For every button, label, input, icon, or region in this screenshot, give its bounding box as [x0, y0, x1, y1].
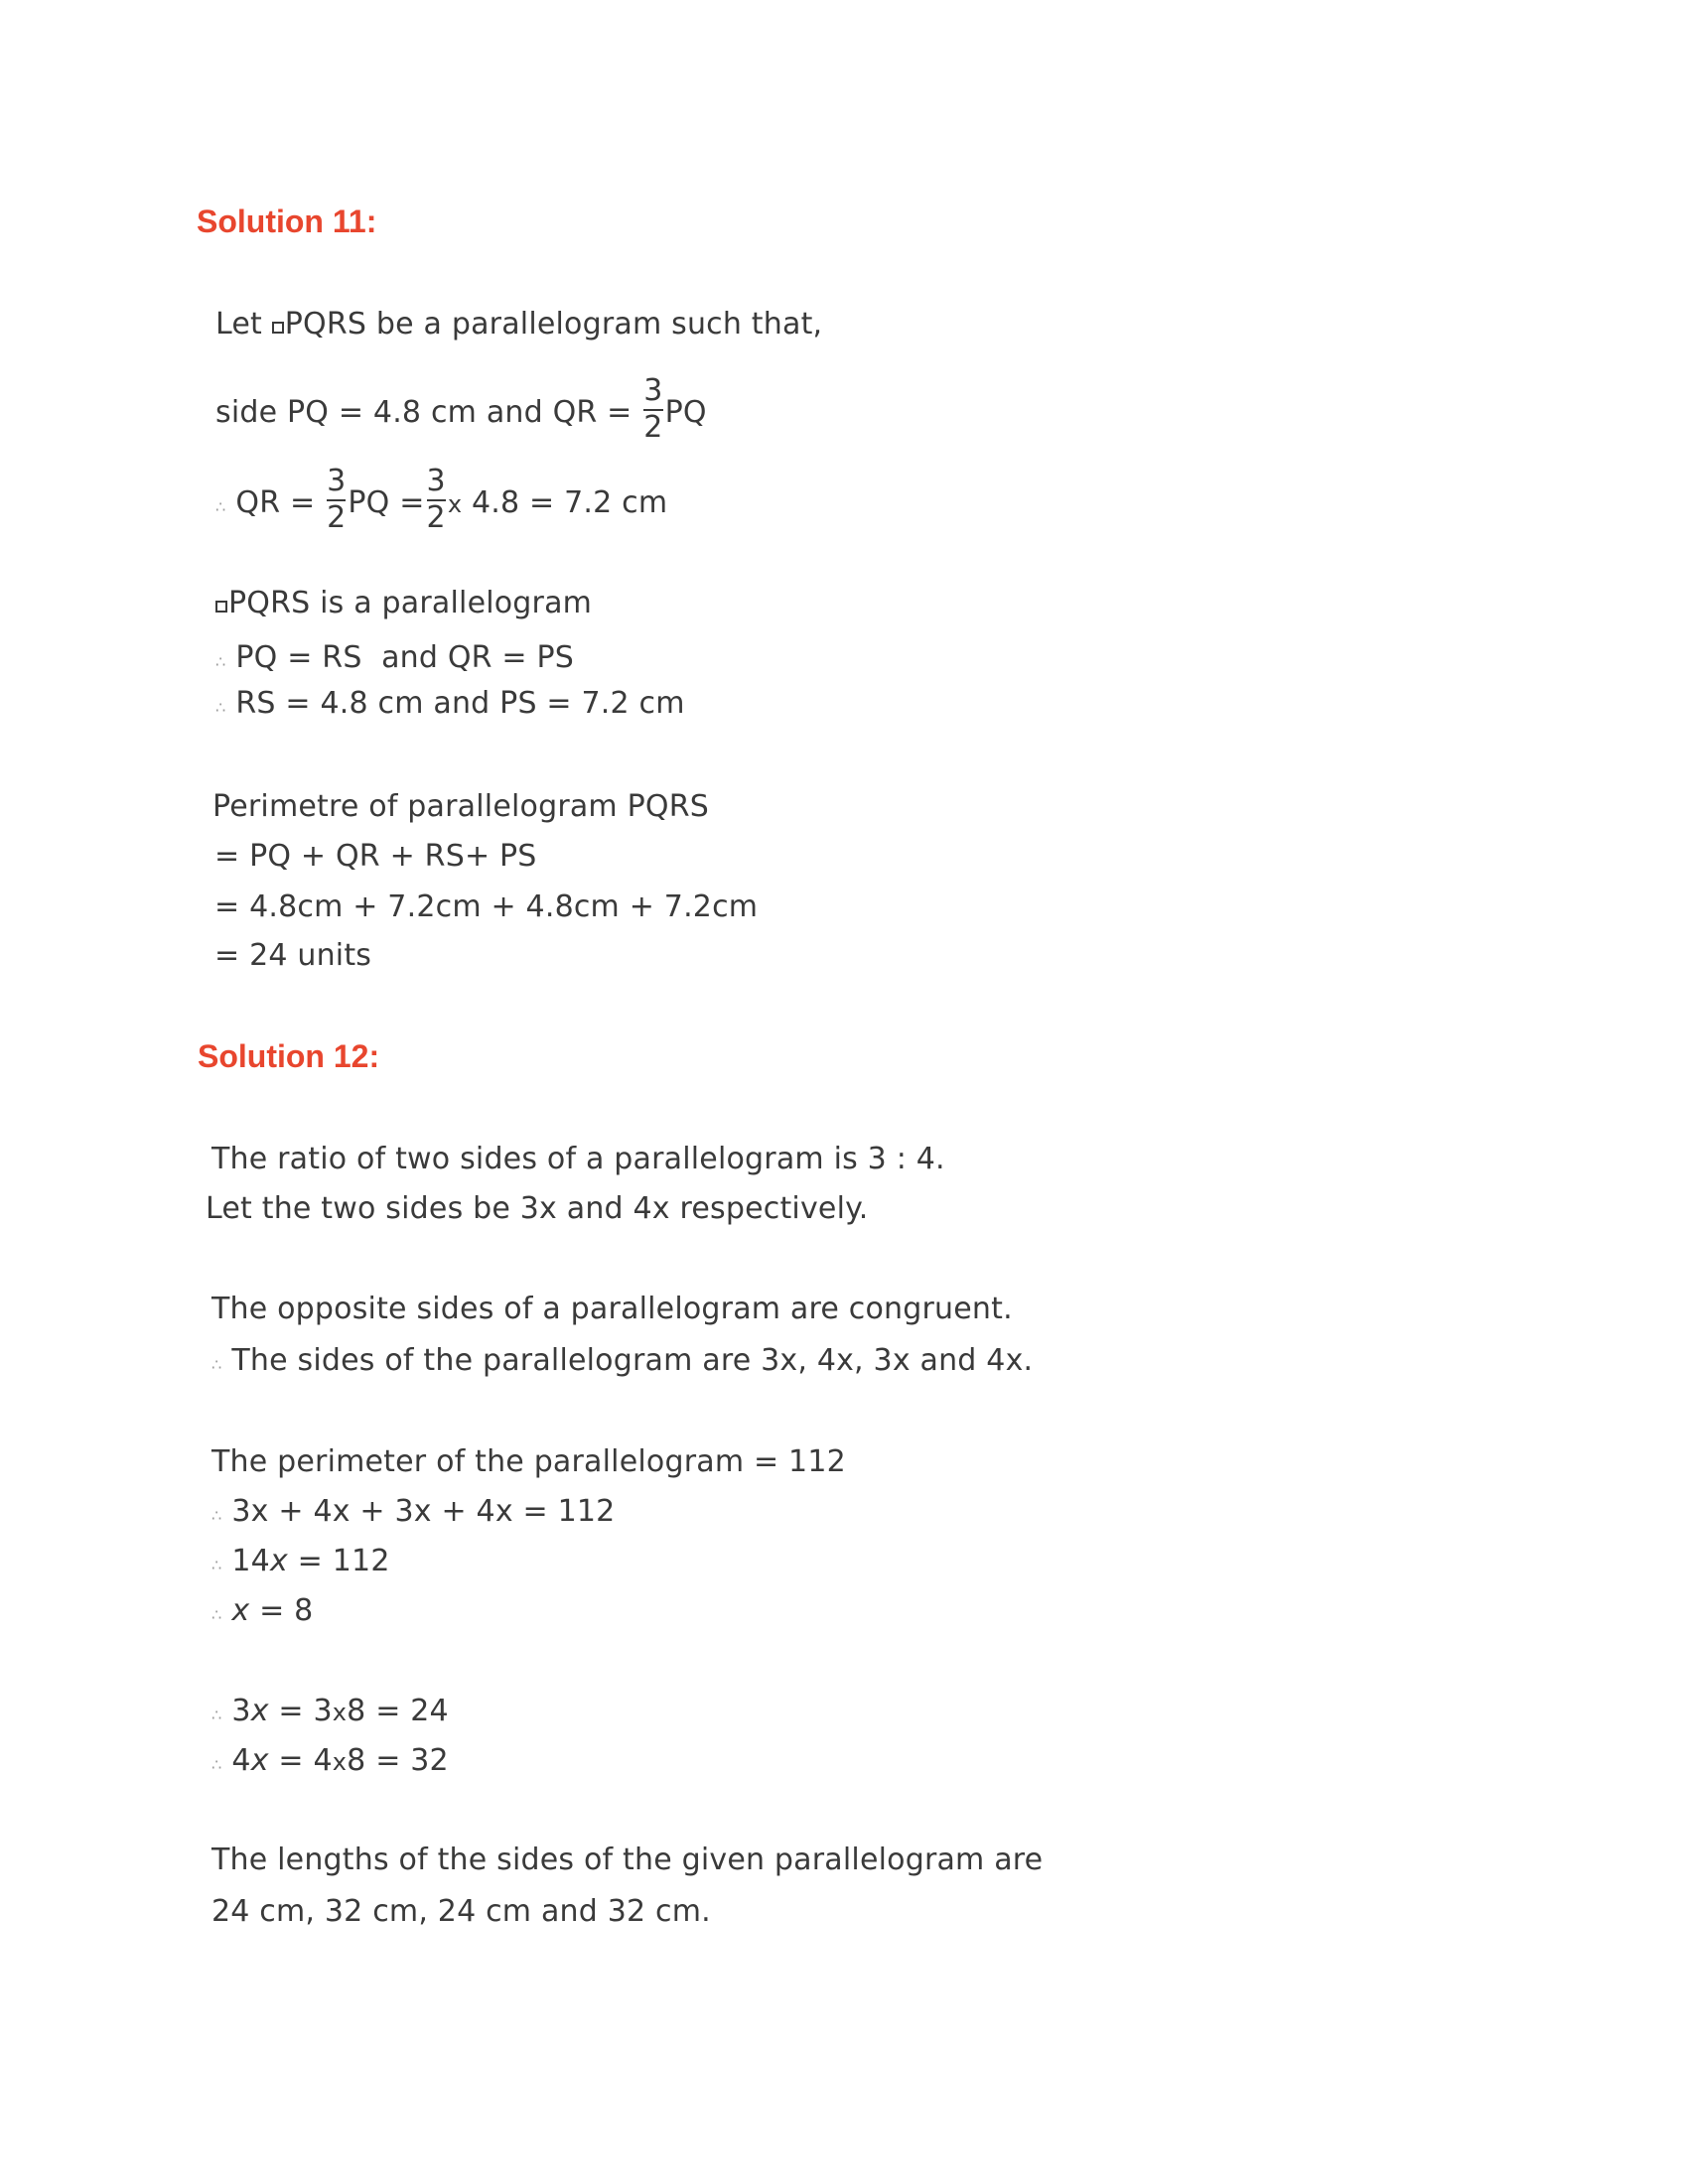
sol11-line-8: = PQ + QR + RS+ PS — [214, 839, 537, 874]
fraction-numerator: 3 — [327, 467, 346, 501]
sol12-line-2: Let the two sides be 3x and 4x respectively. — [206, 1191, 869, 1226]
solution-11-heading: Solution 11: — [197, 204, 377, 239]
variable-x: x — [250, 1743, 269, 1778]
therefore-icon: ∴ — [211, 1706, 222, 1724]
sol12-line-12: 24 cm, 32 cm, 24 cm and 32 cm. — [211, 1894, 711, 1929]
sol12-line-9 — [211, 1694, 449, 1728]
sol12-line-10 — [211, 1743, 449, 1778]
sol11-line-2-suffix: PQ — [664, 395, 707, 430]
therefore-icon: ∴ — [215, 497, 226, 516]
sol11-line-3-c: 4.8 = 7.2 cm — [472, 485, 668, 520]
multiply-sign: x — [447, 490, 463, 518]
sol12-line-10-a: 4 — [231, 1743, 251, 1778]
sol12-line-9-b: = 3 — [268, 1694, 333, 1728]
sol12-line-1: The ratio of two sides of a parallelogram is 3 : 4. — [211, 1142, 945, 1176]
sol11-line-1-text: PQRS be a parallelogram such that, — [284, 307, 823, 341]
sol12-line-9-a: 3 — [231, 1694, 251, 1728]
therefore-icon: ∴ — [211, 1556, 222, 1574]
sol11-line-3 — [215, 464, 668, 537]
sol12-line-5: The perimeter of the parallelogram = 112 — [211, 1444, 846, 1479]
parallelogram-symbol-icon — [215, 601, 227, 613]
sol11-line-5 — [215, 640, 575, 675]
therefore-icon: ∴ — [211, 1506, 222, 1525]
sol11-line-1-prefix: Let — [215, 307, 272, 341]
sol12-line-11: The lengths of the sides of the given parallelogram are — [211, 1843, 1044, 1877]
sol11-line-3-a: QR = — [235, 485, 326, 520]
therefore-icon: ∴ — [215, 652, 226, 671]
therefore-icon: ∴ — [211, 1755, 222, 1774]
fraction-three-halves — [426, 464, 446, 535]
variable-x: x — [231, 1593, 250, 1628]
multiply-sign: x — [332, 1748, 348, 1776]
multiply-sign: x — [332, 1699, 348, 1726]
sol12-line-10-b: = 4 — [268, 1743, 333, 1778]
sol12-line-9-c: 8 = 24 — [347, 1694, 449, 1728]
sol11-line-1 — [215, 307, 823, 341]
variable-x: x — [250, 1694, 269, 1728]
therefore-icon: ∴ — [215, 698, 226, 717]
sol12-line-7-a: 14 — [231, 1544, 270, 1578]
sol11-line-3-b: PQ = — [348, 485, 425, 520]
fraction-numerator: 3 — [427, 467, 446, 501]
fraction-denominator: 2 — [426, 500, 446, 535]
sol12-line-4 — [211, 1343, 1034, 1378]
fraction-three-halves — [327, 464, 347, 535]
sol12-line-4-text: The sides of the parallelogram are 3x, 4x, 3x and 4x. — [231, 1343, 1034, 1378]
sol12-line-6 — [211, 1494, 616, 1529]
variable-x: x — [269, 1544, 288, 1578]
therefore-icon: ∴ — [211, 1605, 222, 1624]
sol12-line-10-c: 8 = 32 — [347, 1743, 449, 1778]
sol11-line-6-text: RS = 4.8 cm and PS = 7.2 cm — [235, 686, 685, 721]
sol11-line-6 — [215, 686, 685, 721]
sol12-line-6-text: 3x + 4x + 3x + 4x = 112 — [231, 1494, 616, 1529]
fraction-denominator: 2 — [643, 410, 663, 445]
sol11-line-4-text: PQRS is a parallelogram — [228, 586, 593, 620]
sol12-line-8-b: = 8 — [249, 1593, 314, 1628]
therefore-icon: ∴ — [211, 1355, 222, 1374]
parallelogram-symbol-icon — [272, 322, 284, 334]
sol11-line-10: = 24 units — [214, 938, 372, 973]
sol11-line-5-text: PQ = RS and QR = PS — [235, 640, 575, 675]
sol11-line-2 — [215, 373, 707, 447]
sol11-line-2-text: side PQ = 4.8 cm and QR = — [215, 395, 642, 430]
sol11-line-7: Perimetre of parallelogram PQRS — [212, 789, 709, 824]
sol11-line-9: = 4.8cm + 7.2cm + 4.8cm + 7.2cm — [214, 889, 759, 924]
sol12-line-8 — [211, 1593, 314, 1628]
fraction-numerator: 3 — [643, 376, 662, 411]
sol12-line-7-b: = 112 — [287, 1544, 390, 1578]
fraction-denominator: 2 — [327, 500, 347, 535]
sol12-line-3: The opposite sides of a parallelogram are congruent. — [211, 1292, 1013, 1326]
solution-12-heading: Solution 12: — [198, 1038, 380, 1074]
sol12-line-7 — [211, 1544, 390, 1578]
fraction-three-halves — [643, 373, 663, 445]
sol11-line-4 — [215, 586, 593, 620]
